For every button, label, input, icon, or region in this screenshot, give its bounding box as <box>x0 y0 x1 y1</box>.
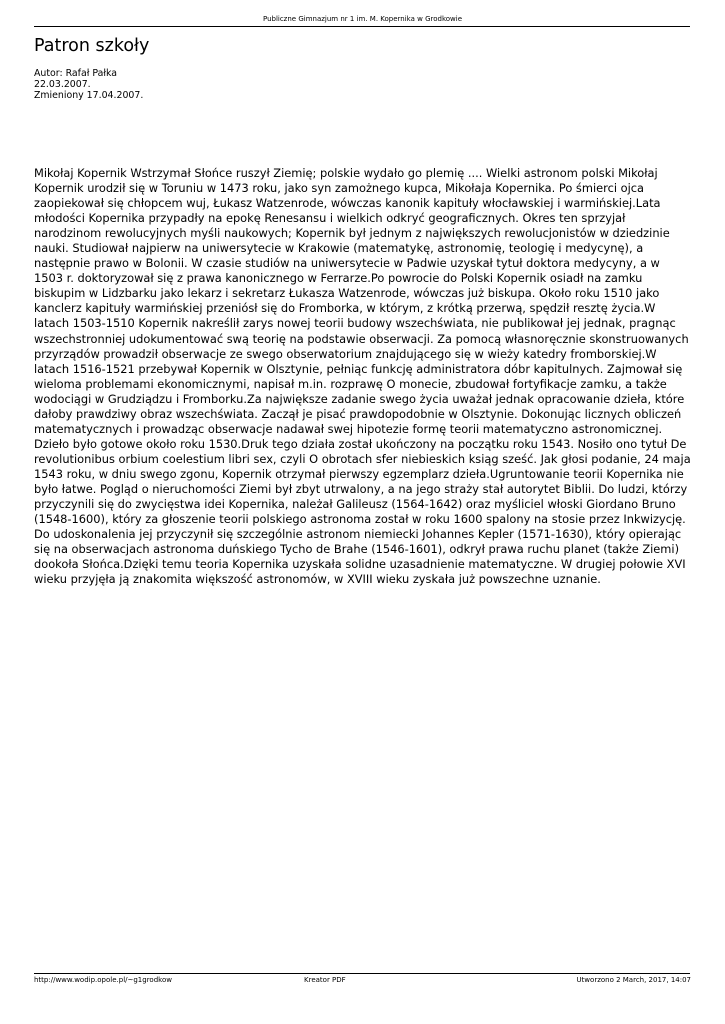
author-line: Autor: Rafał Pałka <box>34 68 117 79</box>
footer-generator: Kreator PDF <box>304 976 346 984</box>
header-divider <box>34 26 690 27</box>
footer-divider <box>34 973 690 974</box>
article-body: Mikołaj Kopernik Wstrzymał Słońce ruszył Ziemię; polskie wydało go plemię .... Wielki astronom polski Mikołaj Kopernik urodził się w Toruniu w 1473 roku, jako syn zamożnego kupca, Mikołaja Kopernika. Po śmierci ojca zaopiekował się chłopcem wuj, Łukasz Watzenrode, wówczas kanonik kapituły włocławskiej i warmińskiej.Lata młodości Kopernika przypadły na epokę Renesansu i wielkich odkryć geograficznych. Okres ten sprzyjał narodzinom rewolucyjnych myśli naukowych; Kopernik był jednym z największych rewolucjonistów w dziedzinie nauki. Studiował najpierw na uniwersytecie w Krakowie (matematykę, astronomię, teologię i medycynę), a następnie prawo w Bolonii. W czasie studiów na uniwersytecie w Padwie uzyskał tytuł doktora medycyny, a w 1503 r. doktoryzował się z prawa kanonicznego w Ferrarze.Po powrocie do Polski Kopernik osiadł na zamku biskupim w Lidzbarku jako lekarz i sekretarz Łukasza Watzenrode, wówczas już biskupa. Około roku 1510 jako kanclerz kapituły warmińskiej przeniósł się do Fromborka, w którym, z krótką przerwą, spędził resztę życia.W latach 1503-1510 Kopernik nakreślił zarys nowej teorii budowy wszechświata, nie publikował jej jednak, pragnąc wszechstronniej udokumentować swą teorię na podstawie obserwacji. Za pomocą własnoręcznie skonstruowanych przyrządów prowadził obserwacje ze swego obserwatorium znajdującego się w wieży katedry fromborskiej.W latach 1516-1521 przebywał Kopernik w Olsztynie, pełniąc funkcję administratora dóbr kapitulnych. Zajmował się wieloma problemami ekonomicznymi, napisał m.in. rozprawę O monecie, zbudował fortyfikacje zamku, a także wodociągi w Grudziądzu i Fromborku.Za największe zadanie swego życia uważał jednak opracowanie dzieła, które dałoby prawdziwy obraz wszechświata. Zaczął je pisać prawdopodobnie w Olsztynie. Dokonując licznych obliczeń matematycznych i prowadząc obserwacje nadawał swej hipotezie formę teorii matematyczno astronomicznej. Dzieło było gotowe około roku 1530.Druk tego działa został ukończony na początku roku 1543. Nosiło ono tytuł De revolutionibus orbium coelestium libri sex, czyli O obrotach sfer niebieskich ksiąg sześć. Jak głosi podanie, 24 maja 1543 roku, w dniu swego zgonu, Kopernik otrzymał pierwszy egzemplarz dzieła.Ugruntowanie teorii Kopernika nie było łatwe. Pogląd o nieruchomości Ziemi był zbyt utrwalony, a na jego straży stał autorytet Biblii. Do ludzi, którzy przyczynili się do zwycięstwa idei Kopernika, należał Galileusz (1564-1642) oraz myśliciel włoski Giordano Bruno (1548-1600), który za głoszenie teorii polskiego astronoma został w roku 1600 spalony na stosie przez Inkwizycję. Do udoskonalenia jej przyczynił się szczególnie astronom niemiecki Johannes Kepler (1571-1630), który opierając się na obserwacjach astronoma duńskiego Tycho de Brahe (1546-1601), odkrył prawa ruchu planet (także Ziemi) dookoła Słońca.Dzięki temu teoria Kopernika uzyskała solidne uzasadnienie matematyczne. W drugiej połowie XVI wieku przyjęła ją znakomita większość astronomów, w XVIII wieku zyskała już powszechne uznanie. <box>34 166 691 587</box>
page-title: Patron szkoły <box>34 36 150 56</box>
article-meta <box>34 68 143 101</box>
modified-date: Zmieniony 17.04.2007. <box>34 90 144 101</box>
footer-url: http://www.wodip.opole.pl/~g1grodkow <box>34 976 172 984</box>
published-date: 22.03.2007. <box>34 79 91 90</box>
footer-created-date: Utworzono 2 March, 2017, 14:07 <box>576 976 691 984</box>
page-header: Publiczne Gimnazjum nr 1 im. M. Kopernika w Grodkowie <box>262 15 463 23</box>
